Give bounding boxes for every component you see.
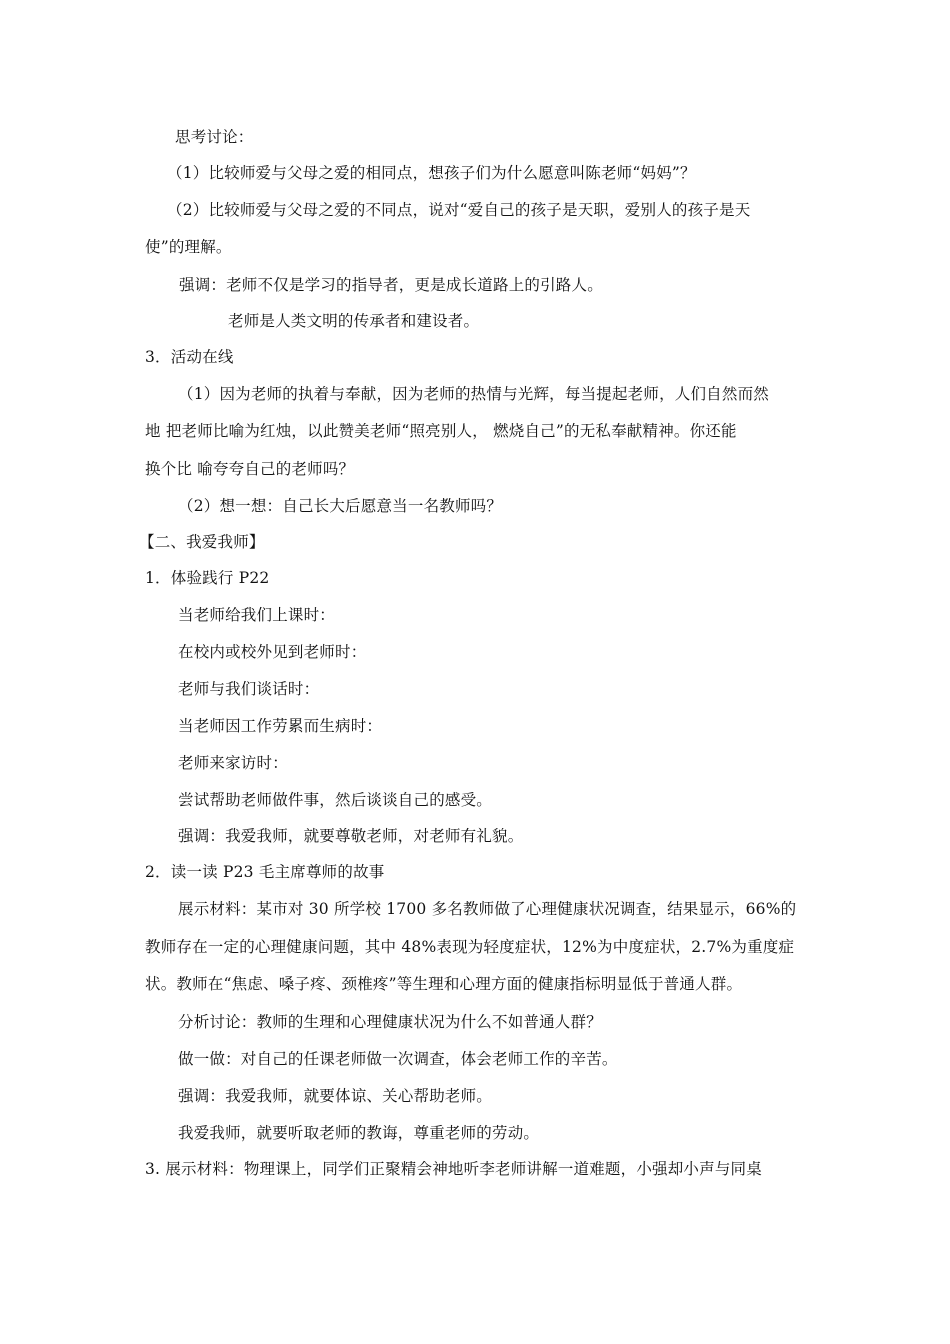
text-line-question-2: （2）比较师爱与父母之爱的不同点，说对“爱自己的孩子是天职，爱别人的孩子是天 bbox=[167, 201, 751, 219]
text-line-material-2: 3. 展示材料：物理课上，同学们正聚精会神地听李老师讲解一道难题，小强却小声与同桌 bbox=[145, 1160, 762, 1178]
text-line-section-heading-2: 【二、我爱我师】 bbox=[139, 533, 265, 551]
text-line-question-1: （1）比较师爱与父母之爱的相同点，想孩子们为什么愿意叫陈老师“妈妈”？ bbox=[167, 164, 696, 182]
text-line-activity-2: （2）想一想：自己长大后愿意当一名教师吗？ bbox=[178, 497, 503, 515]
text-line-practice: 1．体验践行 P22 bbox=[145, 569, 270, 587]
text-line-practice-6: 尝试帮助老师做件事，然后谈谈自己的感受。 bbox=[178, 791, 493, 809]
text-line-section-3: 3．活动在线 bbox=[145, 348, 234, 366]
text-line-practice-4: 当老师因工作劳累而生病时： bbox=[178, 717, 383, 735]
text-line-material-1-cont: 教师存在一定的心理健康问题，其中 48%表现为轻度症状，12%为中度症状，2.7%为重度症 bbox=[145, 938, 795, 956]
text-line-emphasis-1: 强调：老师不仅是学习的指导者，更是成长道路上的引路人。 bbox=[179, 276, 603, 294]
text-line-activity-1-cont2: 换个比 喻夸夸自己的老师吗？ bbox=[145, 460, 355, 478]
text-line-practice-3: 老师与我们谈话时： bbox=[178, 680, 320, 698]
text-line-do-it: 做一做：对自己的任课老师做一次调查，体会老师工作的辛苦。 bbox=[178, 1050, 618, 1068]
text-line-practice-2: 在校内或校外见到老师时： bbox=[178, 643, 367, 661]
text-line-practice-5: 老师来家访时： bbox=[178, 754, 288, 772]
text-line-practice-1: 当老师给我们上课时： bbox=[178, 606, 336, 624]
text-line-reading: 2．读一读 P23 毛主席尊师的故事 bbox=[145, 863, 385, 881]
text-line-question-2-cont: 使”的理解。 bbox=[145, 238, 232, 256]
text-line-emphasis-4: 强调：我爱我师，就要体谅、关心帮助老师。 bbox=[178, 1087, 493, 1105]
text-line-activity-1: （1）因为老师的执着与奉献，因为老师的热情与光辉，每当提起老师，人们自然而然 bbox=[178, 385, 769, 403]
text-line-material-1: 展示材料：某市对 30 所学校 1700 多名教师做了心理健康状况调查，结果显示，66%的 bbox=[178, 900, 797, 918]
text-line-activity-1-cont: 地 把老师比喻为红烛，以此赞美老师“照亮别人， 燃烧自己”的无私奉献精神。你还能 bbox=[145, 422, 737, 440]
text-line-emphasis-3: 强调：我爱我师，就要尊敬老师，对老师有礼貌。 bbox=[178, 827, 524, 845]
text-line-discussion-heading: 思考讨论： bbox=[175, 128, 254, 146]
text-line-material-1-cont2: 状。教师在“焦虑、嗓子疼、颈椎疼”等生理和心理方面的健康指标明显低于普通人群。 bbox=[145, 975, 743, 993]
text-line-emphasis-2: 老师是人类文明的传承者和建设者。 bbox=[228, 312, 480, 330]
text-line-analysis: 分析讨论：教师的生理和心理健康状况为什么不如普通人群？ bbox=[178, 1013, 602, 1031]
text-line-emphasis-5: 我爱我师，就要听取老师的教诲，尊重老师的劳动。 bbox=[178, 1124, 540, 1142]
